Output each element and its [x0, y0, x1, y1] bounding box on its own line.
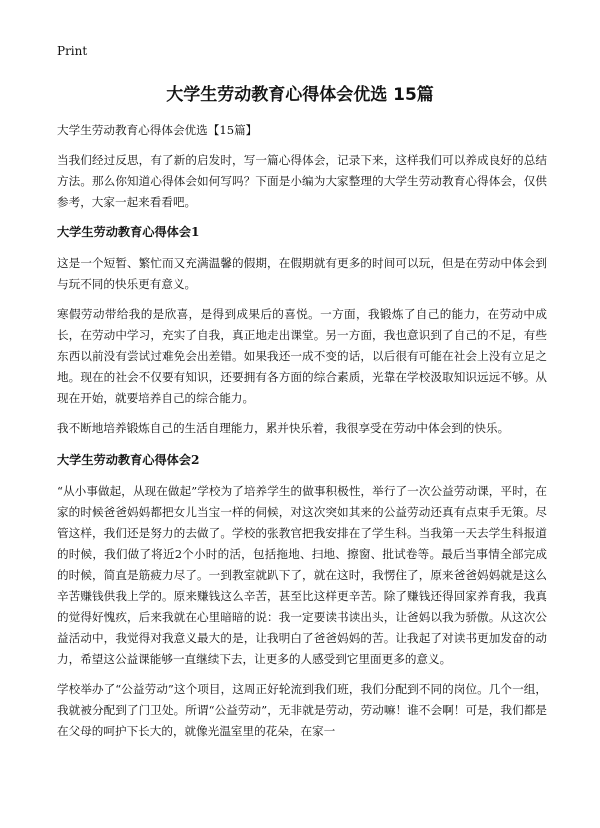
doc-intro: 当我们经过反思，有了新的启发时，写一篇心得体会，记录下来，这样我们可以养成良好的总结方法。那么你知道心得体会如何写吗？下面是小编为大家整理的大学生劳动教育心得体会，仅供参考，大家一起来看看吧。	[57, 153, 547, 209]
section-heading: 大学生劳动教育心得体会2	[57, 453, 200, 467]
print-label[interactable]: Print	[57, 44, 88, 58]
doc-subtitle: 大学生劳动教育心得体会优选【15篇】	[57, 123, 258, 137]
page-title: 大学生劳动教育心得体会优选 15篇	[166, 85, 434, 105]
document-body	[57, 120, 547, 751]
section-heading: 大学生劳动教育心得体会1	[57, 225, 200, 239]
paragraph: 学校举办了“公益劳动”这个项目，这周正好轮流到我们班，我们分配到不同的岗位。几个一组，我就被分配到了门卫处。所谓“公益劳动”，无非就是劳动，劳动嘛！谁不会啊！可是，我们都是在父母的呵护下长大的，就像光温室里的花朵，在家一	[57, 682, 547, 738]
paragraph: “从小事做起，从现在做起”学校为了培养学生的做事积极性，举行了一次公益劳动课，平时，在家的时候爸爸妈妈都把女儿当宝一样的伺候，对这次突如其来的公益劳动还真有点束手无策。尽管这样，我们还是努力的去做了。学校的张教官把我安排在了学生科。当我第一天去学生科报道的时候，我们做了将近2个小时的活，包括拖地、扫地、擦窗、批试卷等。最后当事情全部完成的时候，简直是筋疲力尽了。一到教室就趴下了，就在这时，我愣住了，原来爸爸妈妈就是这么辛苦赚钱供我上学的。原来赚钱这么辛苦，甚至比这样更辛苦。除了赚钱还得回家养育我，我真的觉得好愧疚，后来我就在心里暗暗的说：我一定要读书读出头，让爸妈以我为骄傲。从这次公益活动中，我觉得对我意义最大的是，让我明白了爸爸妈妈的苦。让我起了对读书更加发奋的动力，希望这公益课能够一直继续下去，让更多的人感受到它里面更多的意义。	[57, 484, 547, 666]
paragraph: 我不断地培养锻炼自己的生活自理能力，累并快乐着，我很享受在劳动中体会到的快乐。	[57, 421, 510, 435]
paragraph: 寒假劳动带给我的是欣喜，是得到成果后的喜悦。一方面，我锻炼了自己的能力，在劳动中成长，在劳动中学习，充实了自我，真正地走出课堂。另一方面，我也意识到了自己的不足，有些东西以前没有尝试过难免会出差错。如果我还一成不变的话，以后很有可能在社会上没有立足之地。现在的社会不仅要有知识，还要拥有各方面的综合素质，光靠在学校汲取知识远远不够。从现在开始，就要培养自己的综合能力。	[57, 307, 547, 405]
paragraph: 这是一个短暂、繁忙而又充满温馨的假期，在假期就有更多的时间可以玩，但是在劳动中体会到与玩不同的快乐更有意义。	[57, 256, 547, 291]
